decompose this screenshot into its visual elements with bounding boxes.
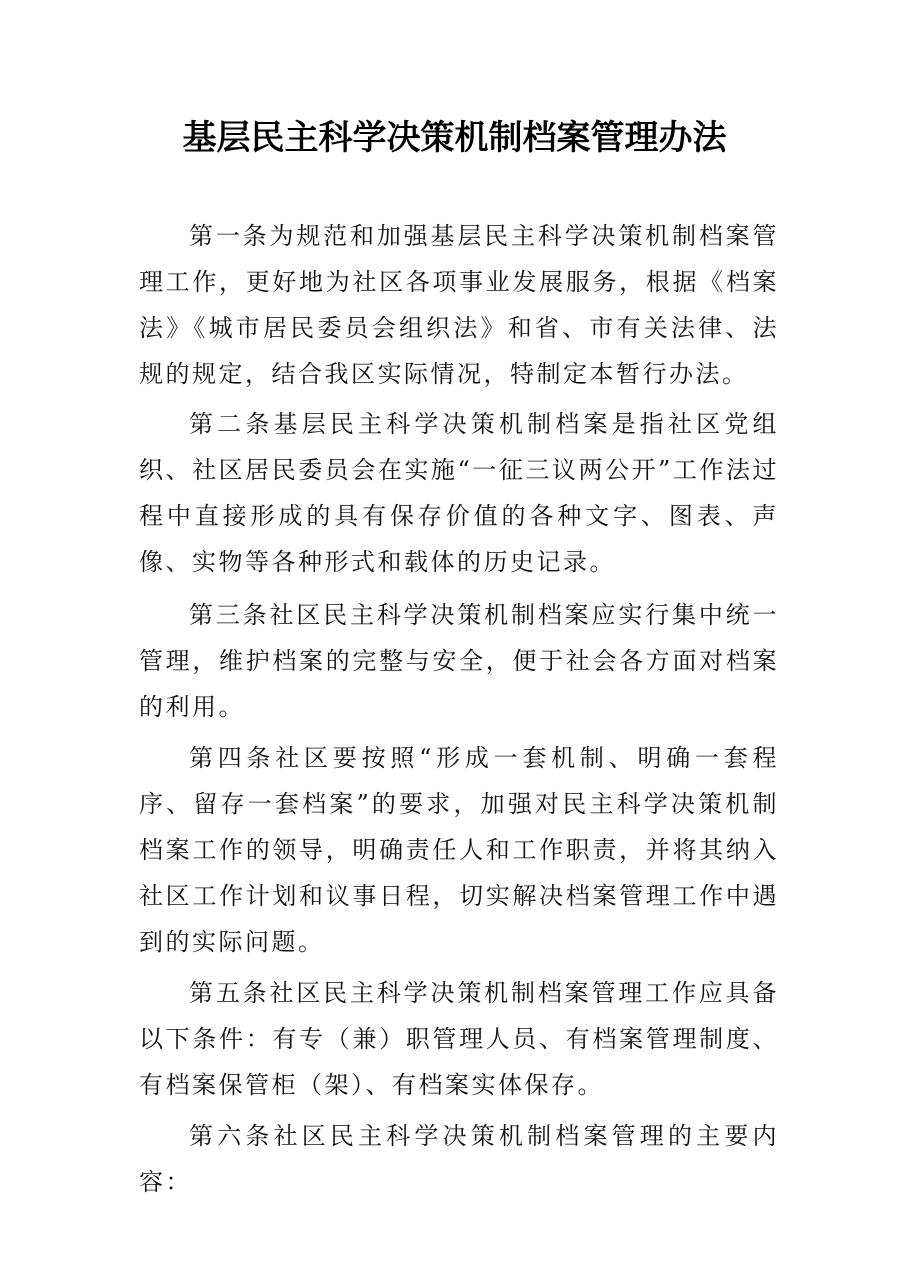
article-5-paragraph: 第五条社区民主科学决策机制档案管理工作应具备以下条件：有专（兼）职管理人员、有档案管理制度、有档案保管柜（架）、有档案实体保存。	[139, 979, 779, 1099]
article-6-paragraph: 第六条社区民主科学决策机制档案管理的主要内容：	[139, 1122, 779, 1196]
article-1-paragraph: 第一条为规范和加强基层民主科学决策机制档案管理工作，更好地为社区各项事业发展服务，根据《档案法》《城市居民委员会组织法》和省、市有关法律、法规的规定，结合我区实际情况，特制定本暂行办法。	[139, 222, 779, 388]
document-title: 基层民主科学决策机制档案管理办法	[182, 118, 727, 158]
article-3-paragraph: 第三条社区民主科学决策机制档案应实行集中统一管理，维护档案的完整与安全，便于社会各方面对档案的利用。	[139, 601, 779, 721]
document-body	[139, 213, 779, 1211]
article-2-paragraph: 第二条基层民主科学决策机制档案是指社区党组织、社区居民委员会在实施“一征三议两公开”工作法过程中直接形成的具有保存价值的各种文字、图表、声像、实物等各种形式和载体的历史记录。	[139, 410, 779, 576]
article-4-paragraph: 第四条社区要按照“形成一套机制、明确一套程序、留存一套档案”的要求，加强对民主科学决策机制档案工作的领导，明确责任人和工作职责，并将其纳入社区工作计划和议事日程，切实解决档案管理工作中遇到的实际问题。	[139, 744, 779, 956]
